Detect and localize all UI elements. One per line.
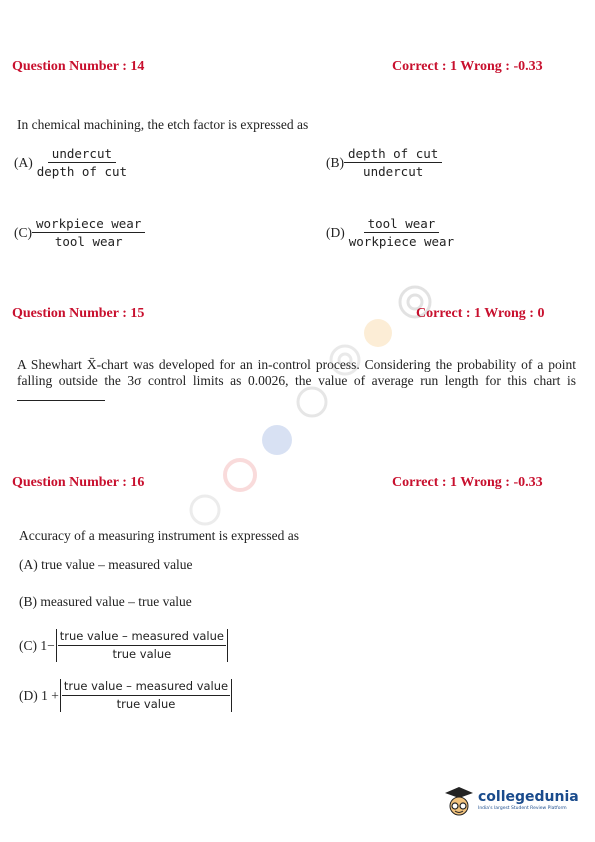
numerator: true value – measured value (62, 679, 230, 696)
denominator: undercut (363, 164, 424, 179)
gear-icon (298, 388, 326, 416)
q16-option-d[interactable] (19, 679, 233, 712)
q14-marks: Correct : 1 Wrong : -0.33 (392, 59, 543, 74)
abs-bar-right (227, 629, 228, 662)
abs-bar-left (56, 629, 57, 662)
xbar-symbol: X̄ (86, 357, 97, 372)
denominator: true value (112, 647, 172, 661)
numerator: undercut (48, 146, 116, 163)
gear-icon (400, 287, 430, 317)
answer-blank[interactable] (17, 389, 105, 401)
option-label: (B) (326, 154, 344, 170)
q14-option-b[interactable] (326, 146, 442, 179)
watermark-icons (180, 280, 450, 540)
footer-logo (443, 785, 579, 817)
numerator: true value – measured value (58, 629, 226, 646)
q16-option-b[interactable]: (B) measured value – true value (19, 594, 192, 609)
numerator: tool wear (364, 216, 440, 233)
q14-title: Question Number : 14 (12, 59, 145, 74)
fraction (33, 146, 131, 179)
globe-icon (262, 425, 292, 455)
fraction (62, 679, 230, 712)
absolute-value (59, 679, 233, 712)
abs-bar-right (231, 679, 232, 712)
mascot-icon (443, 785, 475, 817)
brand-name: collegedunia (478, 789, 579, 805)
q14-stem: In chemical machining, the etch factor is expressed as (17, 117, 309, 132)
q16-option-a[interactable]: (A) true value – measured value (19, 557, 193, 572)
denominator: depth of cut (36, 164, 128, 179)
option-label: (A) (14, 154, 33, 170)
q16-option-c[interactable] (19, 629, 229, 662)
gear-icon (191, 496, 219, 524)
numerator: depth of cut (344, 146, 442, 163)
denominator: tool wear (54, 234, 123, 249)
fraction (32, 216, 145, 249)
q15-marks: Correct : 1 Wrong : 0 (416, 306, 545, 321)
option-prefix: (D) 1 + (19, 687, 59, 703)
denominator: true value (116, 697, 176, 711)
denominator: workpiece wear (348, 234, 455, 249)
fraction (58, 629, 226, 662)
q14-option-d[interactable] (326, 216, 458, 249)
option-prefix: (C) 1− (19, 637, 55, 653)
fraction (344, 146, 442, 179)
brand-block (478, 790, 579, 812)
option-label: (D) (326, 224, 345, 240)
option-label: (C) (14, 224, 32, 240)
ring-icon (225, 460, 255, 490)
q16-stem: Accuracy of a measuring instrument is expressed as (19, 528, 300, 543)
brand-tagline: India's largest Student Review Platform (478, 806, 567, 811)
q15-title: Question Number : 15 (12, 306, 145, 321)
stem-text: -chart was developed for an in-control process. Considering the probability of a point falling outside the 3σ control limits as 0.0026, the value of average run length for this chart is (17, 357, 576, 388)
fraction (345, 216, 458, 249)
absolute-value (55, 629, 229, 662)
stem-text: A Shewhart (17, 357, 87, 372)
abs-bar-left (60, 679, 61, 712)
numerator: workpiece wear (32, 216, 145, 233)
q14-option-a[interactable] (14, 146, 131, 179)
badge-icon (364, 319, 392, 347)
q16-marks: Correct : 1 Wrong : -0.33 (392, 475, 543, 490)
q16-title: Question Number : 16 (12, 475, 145, 490)
gear-icon (331, 346, 359, 374)
q14-option-c[interactable] (14, 216, 145, 249)
